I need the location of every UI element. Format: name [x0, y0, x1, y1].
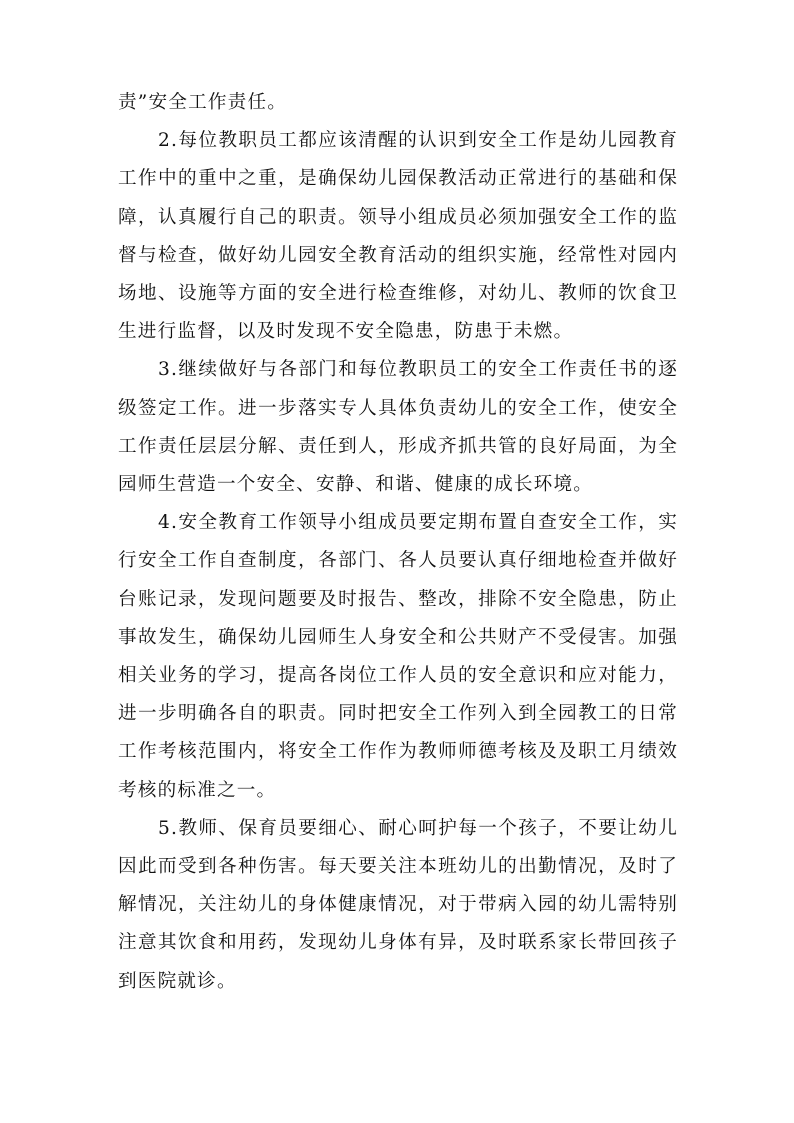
- paragraph-item-3: 3.继续做好与各部门和每位教职员工的安全工作责任书的逐级签定工作。进一步落实专人具体负责幼儿的安全工作，使安全工作责任层层分解、责任到人，形成齐抓共管的良好局面，为全园师生营造一个安全、安静、和谐、健康的成长环境。: [118, 359, 678, 496]
- paragraph-item-2: 2.每位教职员工都应该清醒的认识到安全工作是幼儿园教育工作中的重中之重，是确保幼儿园保教活动正常进行的基础和保障，认真履行自己的职责。领导小组成员必须加强安全工作的监督与检查，做好幼儿园安全教育活动的组织实施，经常性对园内场地、设施等方面的安全进行检查维修，对幼儿、教师的饮食卫生进行监督，以及时发现不安全隐患，防患于未燃。: [118, 130, 678, 343]
- paragraph-continuation: 责”安全工作责任。: [118, 92, 288, 113]
- document-page: [118, 84, 678, 1001]
- paragraph-item-5: 5.教师、保育员要细心、耐心呵护每一个孩子，不要让幼儿因此而受到各种伤害。每天要关注本班幼儿的出勤情况，及时了解情况，关注幼儿的身体健康情况，对于带病入园的幼儿需特别注意其饮食和用药，发现幼儿身体有异，及时联系家长带回孩子到医院就诊。: [118, 817, 678, 992]
- paragraph-item-4: 4.安全教育工作领导小组成员要定期布置自查安全工作，实行安全工作自查制度，各部门、各人员要认真仔细地检查并做好台账记录，发现问题要及时报告、整改，排除不安全隐患，防止事故发生，确保幼儿园师生人身安全和公共财产不受侵害。加强相关业务的学习，提高各岗位工作人员的安全意识和应对能力，进一步明确各自的职责。同时把安全工作列入到全园教工的日常工作考核范围内，将安全工作作为教师师德考核及及职工月绩效考核的标准之一。: [118, 512, 678, 801]
